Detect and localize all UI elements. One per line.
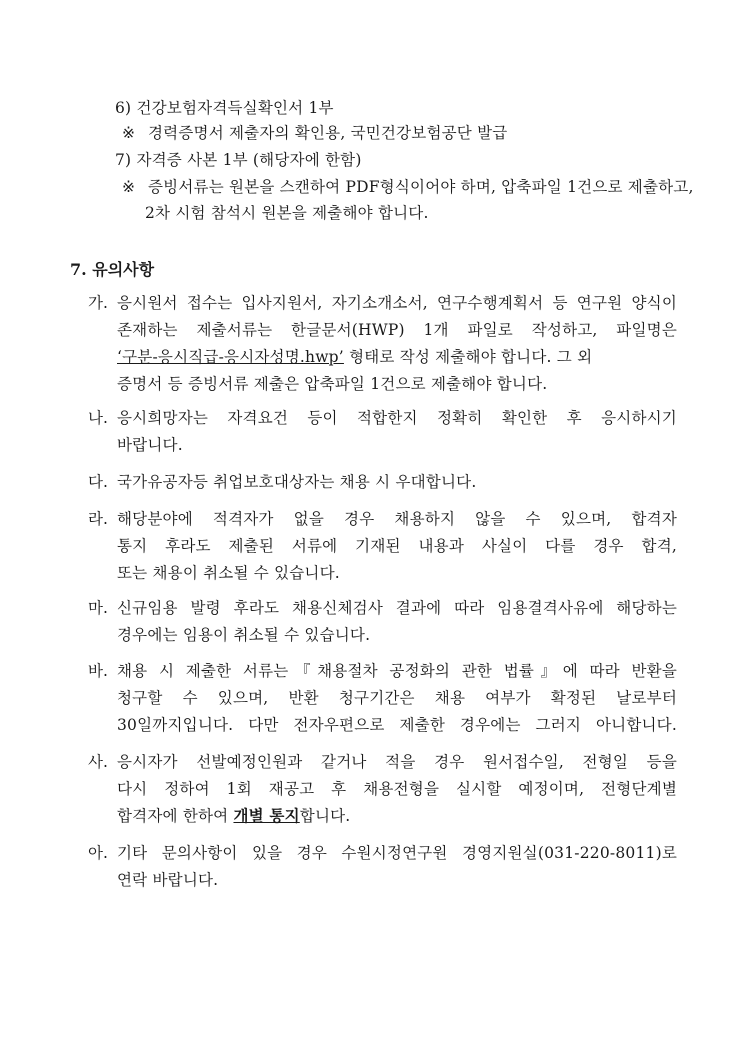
item-label-na: 나. xyxy=(88,409,108,427)
item-ba-line2: 청구할 수 있으며, 반환 청구기간은 채용 여부가 확정된 날로부터 xyxy=(117,689,677,707)
doc-note-6 xyxy=(122,123,507,143)
item-label: 6) xyxy=(115,99,132,117)
item-a-line2: 연락 바랍니다. xyxy=(117,871,219,889)
item-ra-line2: 통지 후라도 제출된 서류에 기재된 내용과 사실이 다를 경우 합격, xyxy=(117,537,677,555)
item-ma-line1: 신규임용 발령 후라도 채용신체검사 결과에 따라 임용결격사유에 해당하는 xyxy=(117,599,677,617)
item-ba-line1: 채용 시 제출한 서류는『채용절차 공정화의 관한 법률』에 따라 반환을 xyxy=(117,662,677,680)
doc-note-7-line1 xyxy=(122,177,694,197)
item-ga-line3 xyxy=(117,347,677,367)
item-label-ra: 라. xyxy=(88,510,108,528)
item-label-ma: 마. xyxy=(88,599,108,617)
item-label-da: 다. xyxy=(88,473,108,491)
item-na-line1: 응시희망자는 자격요건 등이 적합한지 정확히 확인한 후 응시하시기 xyxy=(117,409,677,427)
line-text: 형태로 작성 제출해야 합니다. 그 외 xyxy=(343,348,593,366)
item-na-line2: 바랍니다. xyxy=(117,436,183,454)
item-ga-line4: 증명서 등 증빙서류 제출은 압축파일 1건으로 제출해야 합니다. xyxy=(117,375,548,393)
item-ra-line3: 또는 채용이 취소될 수 있습니다. xyxy=(117,564,340,582)
item-ba-line3: 30일까지입니다. 다만 전자우편으로 제출한 경우에는 그러지 아니합니다. xyxy=(117,716,677,734)
item-ga-line2: 존재하는 제출서류는 한글문서(HWP) 1개 파일로 작성하고, 파일명은 xyxy=(117,321,677,339)
doc-note-7-line2: 2차 시험 참석시 원본을 제출해야 합니다. xyxy=(145,204,429,222)
doc-item-6 xyxy=(115,98,334,118)
item-label-a: 아. xyxy=(88,844,108,862)
item-text: 건강보험자격득실확인서 1부 xyxy=(136,99,334,117)
reference-mark-icon: ※ xyxy=(122,178,136,196)
item-ma-line2: 경우에는 임용이 취소될 수 있습니다. xyxy=(117,626,371,644)
note-text: 경력증명서 제출자의 확인용, 국민건강보험공단 발급 xyxy=(148,124,508,142)
line-text: 합니다. xyxy=(299,807,351,825)
item-a-line1: 기타 문의사항이 있을 경우 수원시정연구원 경영지원실(031-220-8011)로 xyxy=(117,844,677,862)
item-sa-line1: 응시자가 선발예정인원과 같거나 적을 경우 원서접수일, 전형일 등을 xyxy=(117,753,677,771)
item-ra-line1: 해당분야에 적격자가 없을 경우 채용하지 않을 수 있으며, 합격자 xyxy=(117,510,677,528)
item-sa-line3 xyxy=(117,806,350,826)
item-ga-line1: 응시원서 접수는 입사지원서, 자기소개소서, 연구수행계획서 등 연구원 양식이 xyxy=(117,294,677,312)
individual-notice-emphasis: 개별 통지 xyxy=(233,806,300,825)
item-label: 7) xyxy=(115,151,132,169)
item-text: 자격증 사본 1부 (해당자에 한함) xyxy=(136,151,362,169)
reference-mark-icon: ※ xyxy=(122,124,136,142)
line-text: 합격자에 한하여 xyxy=(117,807,234,825)
doc-item-7 xyxy=(115,150,362,170)
section-title: 7. 유의사항 xyxy=(70,260,155,279)
note-text: 증빙서류는 원본을 스캔하여 PDF형식이어야 하며, 압축파일 1건으로 제출하고, xyxy=(148,178,694,196)
item-label-sa: 사. xyxy=(88,753,108,771)
item-label-ba: 바. xyxy=(88,662,108,680)
item-da-line1: 국가유공자등 취업보호대상자는 채용 시 우대합니다. xyxy=(117,473,477,491)
filename-format: ‘구분-응시직급-응시자성명.hwp’ xyxy=(117,348,344,366)
item-label-ga: 가. xyxy=(88,294,108,312)
item-sa-line2: 다시 정하여 1회 재공고 후 채용전형을 실시할 예정이며, 전형단계별 xyxy=(117,780,677,798)
